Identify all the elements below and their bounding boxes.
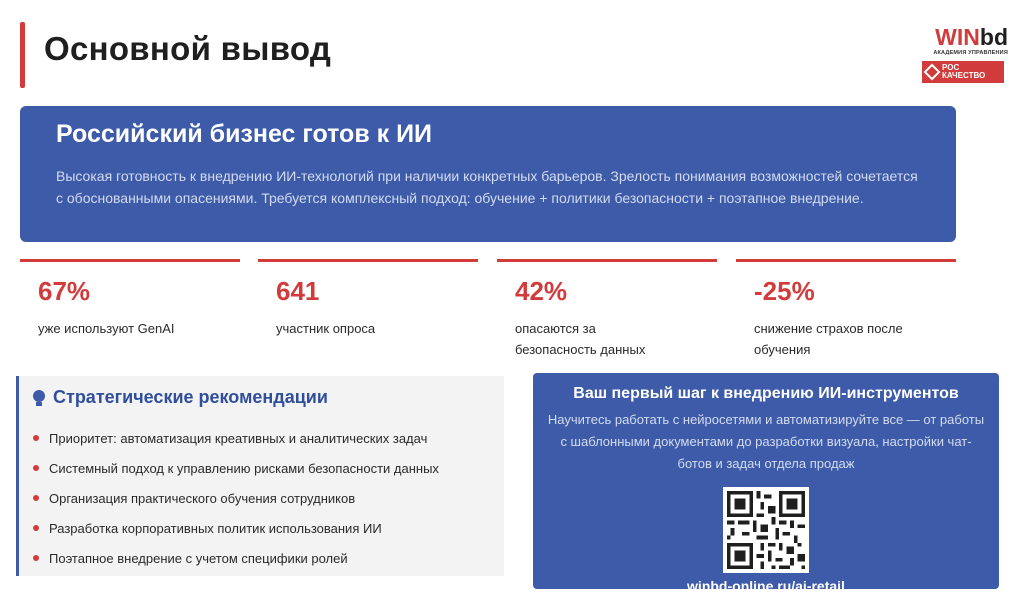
stat-card <box>736 259 956 359</box>
stat-value: 42% <box>515 276 568 306</box>
list-item: Приоритет: автоматизация креативных и аналитических задач <box>33 423 490 453</box>
logo-subtitle: АКАДЕМИЯ УПРАВЛЕНИЯ <box>933 50 1008 56</box>
recommendations-list <box>33 423 490 573</box>
recommendations-title: Стратегические рекомендации <box>53 387 328 407</box>
list-item: Системный подход к управлению рисками безопасности данных <box>33 453 490 483</box>
stat-divider <box>497 259 717 262</box>
cta-text: Научитесь работать с нейросетями и автоматизируйте все — от работы с шаблонными документами до разработки визуала, настройки чат-ботов и задач отдела продаж <box>547 412 985 471</box>
lightbulb-icon <box>33 390 45 406</box>
title-accent-bar <box>20 22 25 88</box>
stat-label: уже используют GenAI <box>38 321 175 336</box>
course-link[interactable]: winbd-online.ru/ai-retail <box>687 578 845 594</box>
roskachestvo-badge: РОС КАЧЕСТВО <box>922 61 1004 83</box>
hero-title: Российский бизнес готов к ИИ <box>56 120 433 148</box>
bullet-icon <box>33 465 39 471</box>
stat-value: 67% <box>38 276 91 306</box>
bullet-icon <box>33 525 39 531</box>
list-item: Разработка корпоративных политик использования ИИ <box>33 513 490 543</box>
stat-divider <box>258 259 478 262</box>
stat-card <box>20 259 240 359</box>
stat-value: 641 <box>276 276 320 306</box>
stat-label: опасаются за безопасность данных <box>515 321 646 357</box>
recommendations-panel <box>16 376 504 576</box>
list-item: Организация практического обучения сотрудников <box>33 483 490 513</box>
logo-brand: WINbd <box>935 24 1008 50</box>
stat-value: -25% <box>754 276 815 306</box>
qr-code-icon[interactable] <box>723 487 809 573</box>
list-item: Поэтапное внедрение с учетом специфики ролей <box>33 543 490 573</box>
bullet-icon <box>33 495 39 501</box>
cta-title: Ваш первый шаг к внедрению ИИ-инструментов <box>573 385 959 402</box>
bullet-icon <box>33 555 39 561</box>
logo <box>916 26 1008 83</box>
stat-card <box>497 259 717 359</box>
stat-label: участник опроса <box>276 321 376 336</box>
cta-panel <box>533 373 999 594</box>
bullet-icon <box>33 435 39 441</box>
stat-label: снижение страхов после обучения <box>754 321 903 357</box>
stat-divider <box>736 259 956 262</box>
stat-card <box>258 259 478 359</box>
stat-divider <box>20 259 240 262</box>
page-title: Основной вывод <box>44 30 332 67</box>
house-icon <box>924 64 941 81</box>
hero-text: Высокая готовность к внедрению ИИ-технологий при наличии конкретных барьеров. Зрелость понимания возможностей сочетается с обоснованными опасениями. Требуется комплексный подход: обучение + политики безопасности + поэтапное внедрение. <box>56 168 918 206</box>
hero-banner <box>20 106 956 242</box>
